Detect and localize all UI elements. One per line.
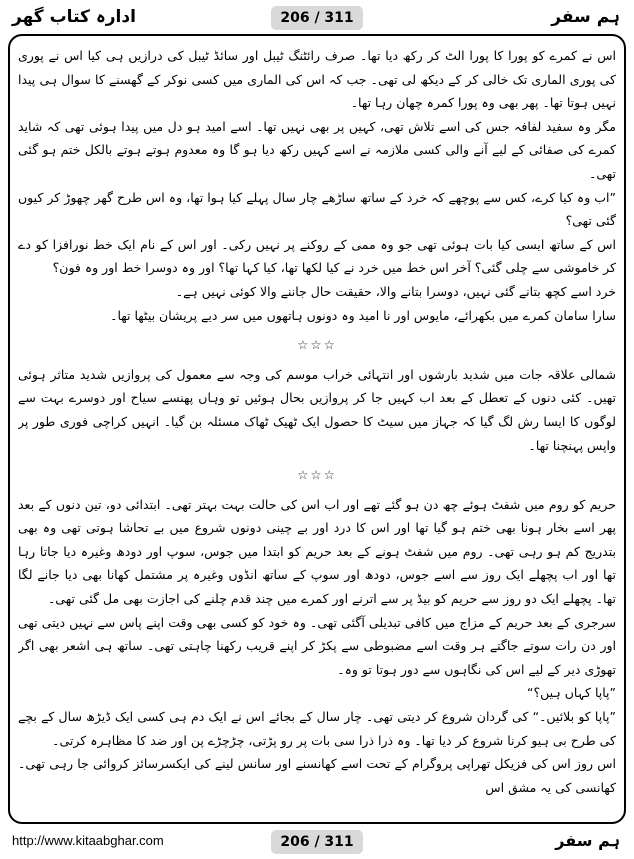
- paragraph: سارا سامان کمرے میں بکھرائے، مایوس اور نا امید وہ دونوں ہاتھوں میں سر دیے پریشان بیٹھا تھا۔: [110, 307, 616, 323]
- paragraph: اس نے کمرے کو پورا کا پورا الٹ کر رکھ دیا تھا۔ صرف رائٹنگ ٹیبل اور سائڈ ٹیبل کی درازیں ہی کیا اس نے پوری کی پوری الماری تک خالی کر کے دیکھ لی تھی۔ جب کہ اس کی الماری میں کسی نوکر کے گھسنے کا سوال ہی پیدا نہیں ہوتا تھا۔ پھر بھی وہ پورا کمرہ چھان رہا تھا۔: [18, 48, 616, 111]
- paragraph: حریم کو روم میں شفٹ ہوئے چھ دن ہو گئے تھے اور اب اس کی حالت بہت بہتر تھی۔ ابتدائی دو، تین دنوں کے بعد پھر اسے بخار ہونا بھی ختم ہو گیا تھا اور اس کا درد اور بے چینی دونوں شروع میں بے تحاشا ہوتی تھی وہ بھی بتدریج کم ہو رہی تھی۔ روم میں شفٹ ہونے کے بعد حریم کو ابتدا میں جوس، سوپ اور دودھ وغیرہ دیا جاتا رہا تھا اور اب پچھلے ایک روز سے اسے جوس، دودھ اور سوپ کے ساتھ انڈوں وغیرہ پر مشتمل کھانا بھی دیا جانے لگا تھا۔ پچھلے ایک دو روز سے حریم کو بیڈ پر سے اترنے اور کمرے میں چند قدم چلنے کی اجازت بھی مل گئی تھی۔: [18, 496, 616, 607]
- site-url-link[interactable]: http://www.kitaabghar.com: [12, 833, 164, 848]
- book-text: [18, 44, 616, 814]
- paragraph: شمالی علاقہ جات میں شدید بارشوں اور انتہائی خراب موسم کی وجہ سے معمول کی پروازیں شدید متاثر ہوئی تھیں۔ کئی دنوں کے تعطل کے بعد اب کہیں جا کر پروازیں بحال ہوئیں تو وہاں پھنسے سیاح اور دوسرے بہت سے لوگوں کا ایسا رش لگ گیا کہ جہاز میں سیٹ کا حصول ایک ٹھیک ٹھاک مسئلہ بن گیا۔ انہیں کراچی فوری طور پر واپس پہنچنا تھا۔: [18, 366, 616, 453]
- site-name: ادارہ کتاب گھر: [12, 7, 136, 27]
- paragraph: ”اب وہ کیا کرے، کس سے پوچھے کہ خرد کے ساتھ ساڑھے چار سال پہلے کیا ہوا تھا، وہ اس طرح گھر چھوڑ کر کیوں گئی تھی؟: [18, 189, 616, 229]
- section-separator: ☆☆☆: [297, 337, 337, 353]
- page-footer: [0, 826, 634, 859]
- paragraph: سرجری کے بعد حریم کے مزاج میں کافی تبدیلی آگئی تھی۔ وہ خود کو کسی بھی وقت اپنے پاس سے نہیں دیتی تھی اور دن رات سوتے جاگتے ہر وقت اسے مضبوطی سے پکڑ کر اپنے قریب رکھنا چاہتی تھی۔ ساتھ ہی اشعر بھی اگر تھوڑی دیر کے لیے اس کی نگاہوں سے دور ہوتا تو وہ۔: [18, 614, 616, 677]
- section-separator: ☆☆☆: [297, 467, 337, 483]
- page-number-badge: 206 / 311: [271, 6, 363, 30]
- paragraph: اس کے ساتھ ایسی کیا بات ہوئی تھی جو وہ ممی کے روکنے پر نہیں رکی۔ اور اس کے نام ایک خط نورافزا کو دے کر خاموشی سے چلی گئی؟ آخر اس خط میں خرد نے کیا لکھا تھا، کیا کہا تھا؟ اور وہ دوسرا خط اور وہ فون؟: [18, 236, 616, 276]
- page-number-badge: 206 / 311: [271, 830, 363, 854]
- paragraph: اس روز اس کی فزیکل تھراپی پروگرام کے تحت اسے کھانسنے اور سانس لینے کی ایکسرسائز کروائی جا رہی تھی۔ کھانسی کی یہ مشق اس: [18, 756, 616, 795]
- page-header: [0, 0, 634, 34]
- paragraph: خرد اسے کچھ بتانے گئی نہیں، دوسرا بتانے والا، حقیقت حال جاننے والا کوئی نہیں ہے۔: [175, 283, 616, 299]
- paragraph: مگر وہ سفید لفافہ جس کی اسے تلاش تھی، کہیں پر بھی نہیں تھا۔ اسے امید ہو دل میں پیدا ہوئی تھی کہ شاید کمرے کی صفائی کے لیے آنے والی کسی ملازمہ نے اسے کہیں رکھ دیا ہو گا وہ معدوم ہوتے ہوتے بالکل ختم ہو گئی تھی۔: [18, 118, 616, 181]
- book-title: ہم سفر: [551, 7, 620, 27]
- book-title: ہم سفر: [555, 831, 620, 850]
- paragraph: ”پاپا کو بلائیں۔“ کی گردان شروع کر دیتی تھی۔ چار سال کے بجائے اس نے ایک دم ہی کسی ایک ڈیڑھ سال کے بچے کی طرح بی ہیو کرنا شروع کر دیا تھا۔ وہ ذرا ذرا سی بات پر رو پڑتی، چڑچڑے پن اور ضد کا مظاہرہ کرتی۔: [18, 709, 616, 748]
- paragraph: ”پاپا کہاں ہیں؟“: [527, 685, 616, 701]
